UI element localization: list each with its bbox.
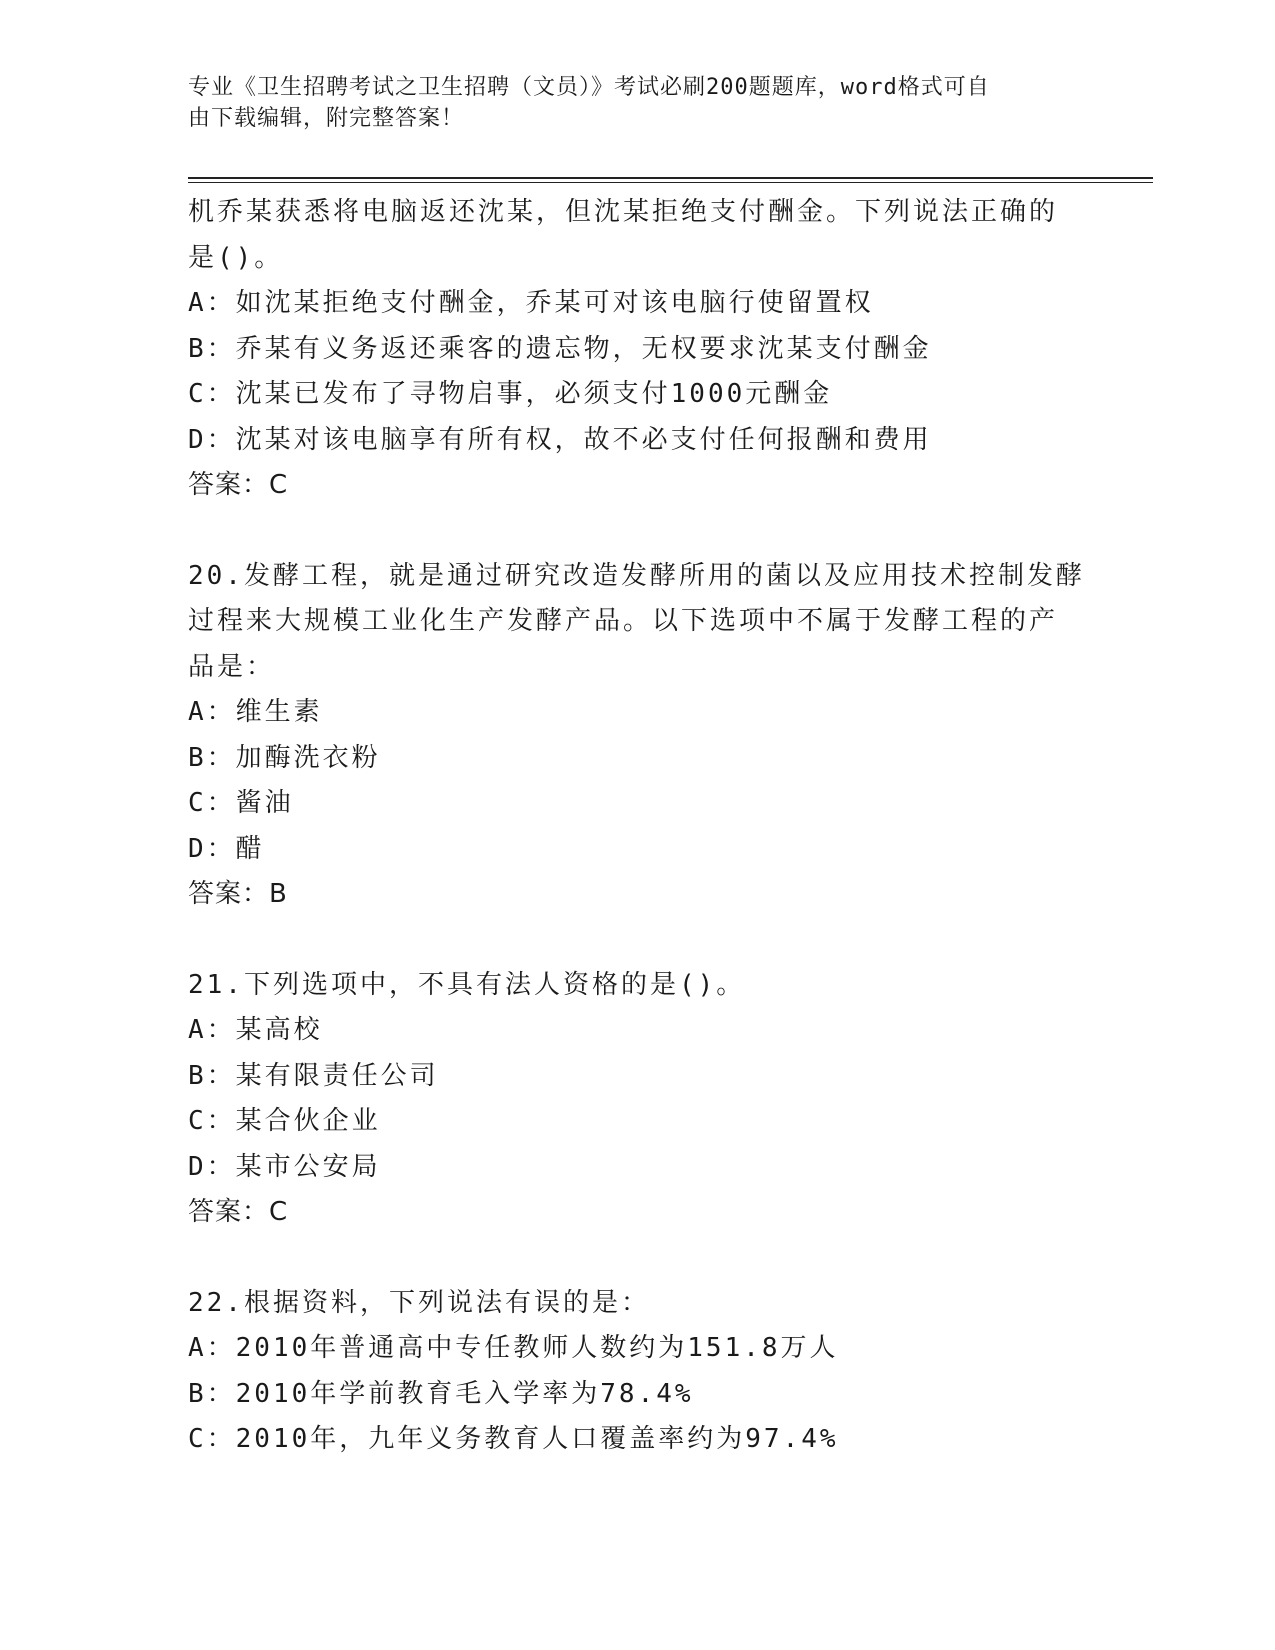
header-line-1: 专业《卫生招聘考试之卫生招聘（文员）》考试必刷200题题库，word格式可自 <box>188 75 990 100</box>
question-stem-line: 20.发酵工程，就是通过研究改造发酵所用的菌以及应用技术控制发酵 <box>188 560 1085 591</box>
option-c: C：某合伙企业 <box>188 1106 381 1136</box>
option-d: D：醋 <box>188 833 265 864</box>
answer: 答案：C <box>188 1197 289 1227</box>
option-b: B：某有限责任公司 <box>188 1060 439 1091</box>
question-19 <box>188 190 1088 509</box>
question-stem-line: 机乔某获悉将电脑返还沈某，但沈某拒绝支付酬金。下列说法正确的 <box>188 197 1059 227</box>
question-stem-line: 是()。 <box>188 242 284 273</box>
question-list <box>188 190 1088 1508</box>
header-divider-thin <box>188 182 1153 183</box>
document-header <box>188 72 1068 134</box>
question-stem-line: 过程来大规模工业化生产发酵产品。以下选项中不属于发酵工程的产 <box>188 606 1059 636</box>
option-c: C：沈某已发布了寻物启事，必须支付1000元酬金 <box>188 379 833 409</box>
option-a: A：某高校 <box>188 1015 323 1045</box>
answer: 答案：C <box>188 470 289 500</box>
option-b: B：2010年学前教育毛入学率为78.4% <box>188 1378 694 1409</box>
question-stem-line: 22.根据资料，下列说法有误的是： <box>188 1287 650 1318</box>
option-a: A：维生素 <box>188 697 323 727</box>
question-22 <box>188 1281 1088 1463</box>
option-d: D：某市公安局 <box>188 1151 381 1182</box>
question-stem-line: 品是： <box>188 651 276 682</box>
option-c: C：2010年，九年义务教育人口覆盖率约为97.4% <box>188 1424 839 1454</box>
option-b: B：加酶洗衣粉 <box>188 742 381 773</box>
header-line-2: 由下载编辑，附完整答案！ <box>188 106 465 131</box>
question-20 <box>188 554 1088 918</box>
header-divider-thick <box>188 177 1153 179</box>
option-a: A：2010年普通高中专任教师人数约为151.8万人 <box>188 1333 839 1363</box>
question-stem-line: 21.下列选项中，不具有法人资格的是()。 <box>188 969 746 1000</box>
answer: 答案：B <box>188 879 288 909</box>
question-21 <box>188 963 1088 1236</box>
option-d: D：沈某对该电脑享有所有权，故不必支付任何报酬和费用 <box>188 424 932 455</box>
option-c: C：酱油 <box>188 788 294 818</box>
option-b: B：乔某有义务返还乘客的遗忘物，无权要求沈某支付酬金 <box>188 333 932 364</box>
option-a: A：如沈某拒绝支付酬金，乔某可对该电脑行使留置权 <box>188 288 874 318</box>
